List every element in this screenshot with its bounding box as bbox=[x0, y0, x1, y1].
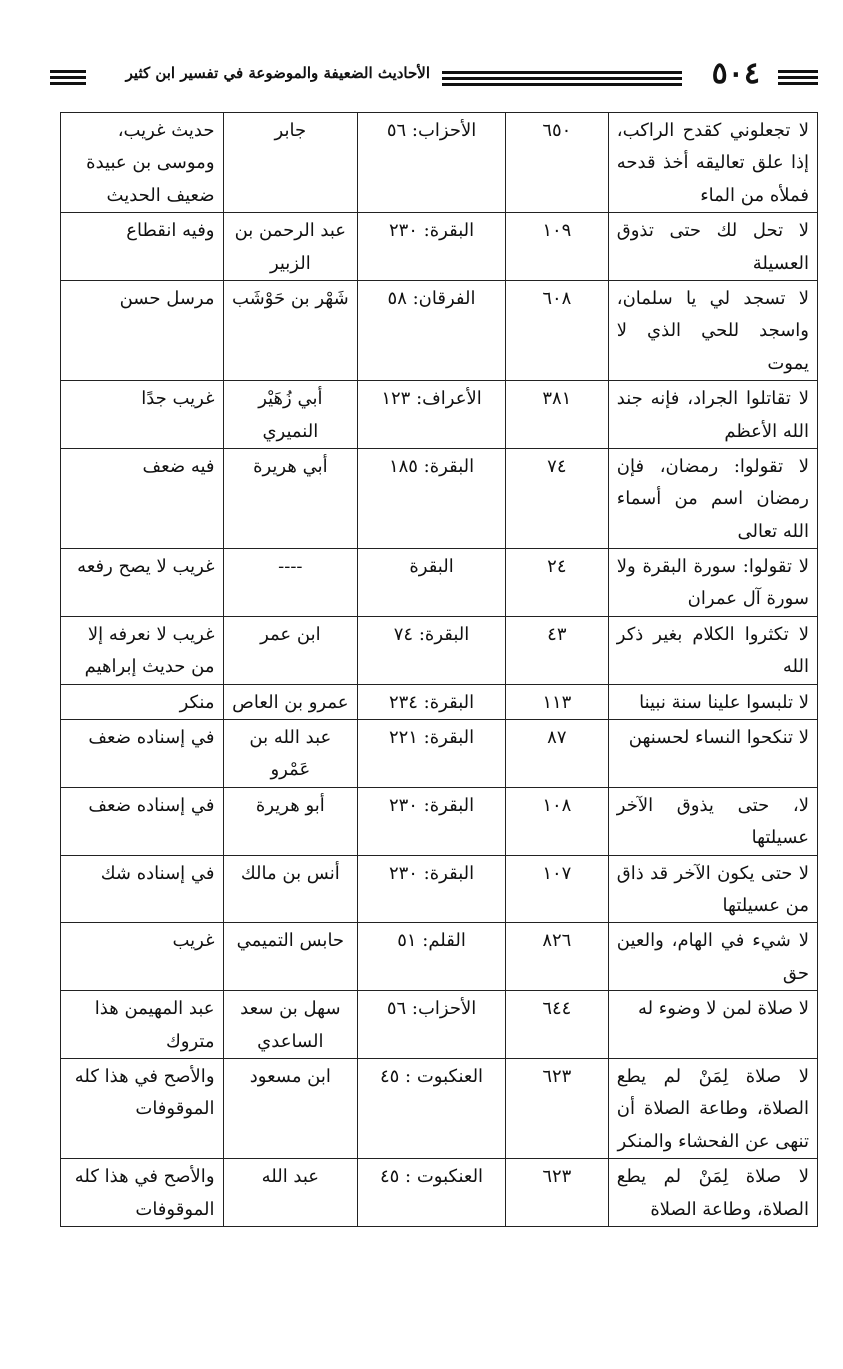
hadith-text-cell: لا حتى يكون الآخر قد ذاق من عسيلتها bbox=[608, 855, 817, 923]
page-number: ٥٠٤ bbox=[711, 56, 760, 91]
hadith-text-cell: لا تقولوا: رمضان، فإن رمضان اسم من أسماء الله تعالى bbox=[608, 448, 817, 548]
table-row bbox=[61, 1159, 818, 1227]
grading-cell: منكر bbox=[61, 684, 224, 719]
narrator-cell: عبد الله bbox=[223, 1159, 358, 1227]
surah-verse-cell: القلم: ٥١ bbox=[358, 923, 506, 991]
surah-verse-cell: البقرة bbox=[358, 549, 506, 617]
surah-verse-cell: الأحزاب: ٥٦ bbox=[358, 991, 506, 1059]
narrator-cell: ابن مسعود bbox=[223, 1058, 358, 1158]
hadith-text-cell: لا تكثروا الكلام بغير ذكر الله bbox=[608, 616, 817, 684]
header-rule-mid-3 bbox=[442, 83, 682, 86]
hadith-text-cell: لا صلاة لِمَنْ لم يطع الصلاة، وطاعة الصلاة bbox=[608, 1159, 817, 1227]
narrator-cell: أبي زُهَيْر النميري bbox=[223, 381, 358, 449]
hadith-text-cell: لا شيء في الهام، والعين حق bbox=[608, 923, 817, 991]
volume-page-cell: ١٠٨ bbox=[505, 787, 608, 855]
hadith-text-cell: لا، حتى يذوق الآخر عسيلتها bbox=[608, 787, 817, 855]
header-rule-right-3 bbox=[778, 82, 818, 85]
narrator-cell: شَهْر بن حَوْشَب bbox=[223, 280, 358, 380]
grading-cell: في إسناده ضعف bbox=[61, 787, 224, 855]
table-row bbox=[61, 381, 818, 449]
hadith-text-cell: لا تقولوا: سورة البقرة ولا سورة آل عمران bbox=[608, 549, 817, 617]
volume-page-cell: ٨٢٦ bbox=[505, 923, 608, 991]
surah-verse-cell: البقرة: ٢٢١ bbox=[358, 720, 506, 788]
hadith-text-cell: لا تقاتلوا الجراد، فإنه جند الله الأعظم bbox=[608, 381, 817, 449]
header-rule-left-3 bbox=[50, 82, 86, 85]
volume-page-cell: ٣٨١ bbox=[505, 381, 608, 449]
surah-verse-cell: البقرة: ٢٣٠ bbox=[358, 787, 506, 855]
header-rule-mid-2 bbox=[442, 77, 682, 80]
grading-cell: في إسناده ضعف bbox=[61, 720, 224, 788]
hadith-text-cell: لا تلبسوا علينا سنة نبينا bbox=[608, 684, 817, 719]
surah-verse-cell: البقرة: ٢٣٤ bbox=[358, 684, 506, 719]
volume-page-cell: ٦٤٤ bbox=[505, 991, 608, 1059]
surah-verse-cell: الأعراف: ١٢٣ bbox=[358, 381, 506, 449]
volume-page-cell: ٢٤ bbox=[505, 549, 608, 617]
volume-page-cell: ٦٥٠ bbox=[505, 113, 608, 213]
hadith-index-table bbox=[60, 112, 818, 1227]
narrator-cell: سهل بن سعد الساعدي bbox=[223, 991, 358, 1059]
grading-cell: وفيه انقطاع bbox=[61, 213, 224, 281]
header-rule-left-2 bbox=[50, 76, 86, 79]
header-rule-left-1 bbox=[50, 70, 86, 73]
volume-page-cell: ١١٣ bbox=[505, 684, 608, 719]
narrator-cell: حابس التميمي bbox=[223, 923, 358, 991]
hadith-text-cell: لا تجعلوني كقدح الراكب، إذا علق تعاليقه أخذ قدحه فملأه من الماء bbox=[608, 113, 817, 213]
header-rule-right-2 bbox=[778, 76, 818, 79]
surah-verse-cell: البقرة: ٢٣٠ bbox=[358, 213, 506, 281]
narrator-cell: عمرو بن العاص bbox=[223, 684, 358, 719]
surah-verse-cell: البقرة: ٧٤ bbox=[358, 616, 506, 684]
table-row bbox=[61, 1058, 818, 1158]
header-rule-right-1 bbox=[778, 70, 818, 73]
narrator-cell: أنس بن مالك bbox=[223, 855, 358, 923]
narrator-cell: ابن عمر bbox=[223, 616, 358, 684]
grading-cell: عبد المهيمن هذا متروك bbox=[61, 991, 224, 1059]
surah-verse-cell: الأحزاب: ٥٦ bbox=[358, 113, 506, 213]
hadith-text-cell: لا تنكحوا النساء لحسنهن bbox=[608, 720, 817, 788]
grading-cell: والأصح في هذا كله الموقوفات bbox=[61, 1159, 224, 1227]
grading-cell: والأصح في هذا كله الموقوفات bbox=[61, 1058, 224, 1158]
narrator-cell: عبد الله بن عَمْرو bbox=[223, 720, 358, 788]
volume-page-cell: ٤٣ bbox=[505, 616, 608, 684]
table-row bbox=[61, 720, 818, 788]
table-row bbox=[61, 855, 818, 923]
surah-verse-cell: الفرقان: ٥٨ bbox=[358, 280, 506, 380]
grading-cell: حديث غريب، وموسى بن عبيدة ضعيف الحديث bbox=[61, 113, 224, 213]
table-row bbox=[61, 448, 818, 548]
surah-verse-cell: البقرة: ١٨٥ bbox=[358, 448, 506, 548]
grading-cell: غريب لا يصح رفعه bbox=[61, 549, 224, 617]
volume-page-cell: ٦٢٣ bbox=[505, 1159, 608, 1227]
table-row bbox=[61, 549, 818, 617]
volume-page-cell: ١٠٩ bbox=[505, 213, 608, 281]
hadith-text-cell: لا تسجد لي يا سلمان، واسجد للحي الذي لا يموت bbox=[608, 280, 817, 380]
table-row bbox=[61, 113, 818, 213]
header-rule-mid-1 bbox=[442, 71, 682, 74]
volume-page-cell: ٦٠٨ bbox=[505, 280, 608, 380]
narrator-cell: ---- bbox=[223, 549, 358, 617]
volume-page-cell: ١٠٧ bbox=[505, 855, 608, 923]
hadith-text-cell: لا صلاة لمن لا وضوء له bbox=[608, 991, 817, 1059]
hadith-text-cell: لا تحل لك حتى تذوق العسيلة bbox=[608, 213, 817, 281]
hadith-text-cell: لا صلاة لِمَنْ لم يطع الصلاة، وطاعة الصلاة أن تنهى عن الفحشاء والمنكر bbox=[608, 1058, 817, 1158]
volume-page-cell: ٨٧ bbox=[505, 720, 608, 788]
grading-cell: مرسل حسن bbox=[61, 280, 224, 380]
table-row bbox=[61, 280, 818, 380]
table-body bbox=[61, 113, 818, 1227]
table-row bbox=[61, 787, 818, 855]
grading-cell: في إسناده شك bbox=[61, 855, 224, 923]
narrator-cell: عبد الرحمن بن الزبير bbox=[223, 213, 358, 281]
surah-verse-cell: العنكبوت : ٤٥ bbox=[358, 1058, 506, 1158]
table-row bbox=[61, 616, 818, 684]
book-title: الأحاديث الضعيفة والموضوعة في تفسير ابن كثير bbox=[125, 64, 430, 82]
narrator-cell: جابر bbox=[223, 113, 358, 213]
table-row bbox=[61, 213, 818, 281]
grading-cell: غريب bbox=[61, 923, 224, 991]
grading-cell: غريب جدًا bbox=[61, 381, 224, 449]
table-row bbox=[61, 684, 818, 719]
surah-verse-cell: البقرة: ٢٣٠ bbox=[358, 855, 506, 923]
grading-cell: فيه ضعف bbox=[61, 448, 224, 548]
narrator-cell: أبو هريرة bbox=[223, 787, 358, 855]
volume-page-cell: ٧٤ bbox=[505, 448, 608, 548]
volume-page-cell: ٦٢٣ bbox=[505, 1058, 608, 1158]
table-row bbox=[61, 923, 818, 991]
table-row bbox=[61, 991, 818, 1059]
surah-verse-cell: العنكبوت : ٤٥ bbox=[358, 1159, 506, 1227]
page-header bbox=[50, 56, 818, 96]
grading-cell: غريب لا نعرفه إلا من حديث إبراهيم bbox=[61, 616, 224, 684]
narrator-cell: أبي هريرة bbox=[223, 448, 358, 548]
